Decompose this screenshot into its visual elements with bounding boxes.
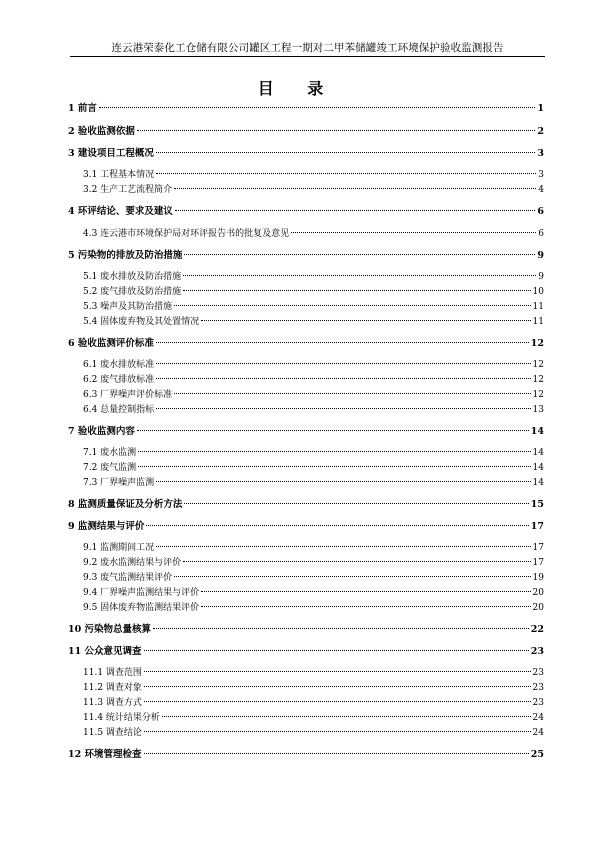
toc-entry-page: 23: [532, 683, 544, 693]
toc-entry-label: 11.3 调查方式: [83, 698, 142, 708]
toc-entry-label: 7.1 废水监测: [83, 448, 137, 458]
toc-entry-label: 6.1 废水排放标准: [83, 360, 155, 370]
toc-entry[interactable]: [83, 316, 544, 328]
toc-leader-dots: [156, 363, 530, 364]
toc-entry[interactable]: [68, 499, 544, 511]
toc-entry-page: 6: [537, 206, 544, 217]
toc-leader-dots: [144, 701, 531, 702]
toc-entry-page: 14: [530, 426, 544, 437]
toc-leader-dots: [183, 290, 530, 291]
toc-entry[interactable]: [68, 148, 544, 160]
toc-leader-dots: [201, 320, 530, 321]
toc-leader-dots: [146, 525, 528, 526]
toc-entry-page: 24: [532, 713, 544, 723]
toc-entry-label: 9.4 厂界噪声监测结果与评价: [83, 588, 200, 598]
toc-entry-page: 11: [532, 317, 544, 327]
toc-entry[interactable]: [83, 727, 544, 739]
toc-leader-dots: [138, 466, 530, 467]
toc-entry-page: 9: [538, 272, 544, 282]
toc-entry-label: 5 污染物的排放及防治措施: [68, 250, 183, 261]
toc-leader-dots: [156, 152, 535, 153]
toc-leader-dots: [174, 305, 530, 306]
toc-entry[interactable]: [83, 359, 544, 371]
toc-leader-dots: [137, 430, 529, 431]
toc-entry-page: 17: [530, 521, 544, 532]
toc-leader-dots: [184, 254, 535, 255]
toc-entry-label: 9.5 固体废弃物监测结果评价: [83, 603, 200, 613]
toc-entry-page: 14: [532, 463, 544, 473]
toc-entry[interactable]: [68, 521, 544, 533]
toc-entry[interactable]: [68, 206, 544, 218]
toc-leader-dots: [153, 628, 529, 629]
toc-leader-dots: [99, 107, 535, 108]
toc-entry[interactable]: [83, 667, 544, 679]
toc-entry-label: 9.2 废水监测结果与评价: [83, 558, 182, 568]
toc-leader-dots: [137, 130, 535, 131]
toc-leader-dots: [156, 342, 529, 343]
toc-leader-dots: [156, 173, 536, 174]
toc-entry-page: 20: [532, 588, 544, 598]
toc-entry[interactable]: [68, 749, 544, 761]
toc-leader-dots: [156, 378, 530, 379]
toc-entry-label: 11.1 调查范围: [83, 668, 142, 678]
toc-entry[interactable]: [83, 462, 544, 474]
toc-entry-page: 3: [538, 170, 544, 180]
toc-entry-page: 9: [537, 250, 544, 261]
toc-entry-page: 17: [532, 558, 544, 568]
toc-leader-dots: [175, 210, 535, 211]
toc-entry-page: 4: [538, 185, 544, 195]
toc-entry[interactable]: [83, 169, 544, 181]
toc-entry[interactable]: [83, 712, 544, 724]
toc-entry-label: 9.3 废气监测结果评价: [83, 573, 173, 583]
toc-entry-page: 22: [530, 624, 544, 635]
toc-entry[interactable]: [83, 682, 544, 694]
toc-leader-dots: [144, 671, 531, 672]
toc-entry-page: 23: [530, 646, 544, 657]
toc-entry[interactable]: [68, 126, 544, 138]
toc-entry[interactable]: [83, 389, 544, 401]
page-title: 目 录: [257, 79, 338, 98]
toc-entry-page: 20: [532, 603, 544, 613]
toc-entry-page: 2: [537, 126, 544, 137]
toc-entry[interactable]: [83, 542, 544, 554]
toc-entry[interactable]: [83, 572, 544, 584]
toc-entry-page: 12: [532, 390, 544, 400]
toc-leader-dots: [156, 546, 530, 547]
toc-entry[interactable]: [83, 447, 544, 459]
toc-entry-label: 6 验收监测评价标准: [68, 338, 154, 349]
toc-entry[interactable]: [68, 250, 544, 262]
toc-entry[interactable]: [68, 338, 544, 350]
toc-entry[interactable]: [83, 286, 544, 298]
toc-entry-label: 4.3 连云港市环境保护局对环评报告书的批复及意见: [83, 229, 290, 239]
toc-entry-label: 7 验收监测内容: [68, 426, 135, 437]
toc-entry[interactable]: [68, 646, 544, 658]
toc-entry-page: 14: [532, 448, 544, 458]
toc-entry[interactable]: [83, 271, 544, 283]
toc-leader-dots: [183, 275, 536, 276]
toc-leader-dots: [138, 451, 530, 452]
toc-leader-dots: [174, 576, 530, 577]
toc-leader-dots: [174, 188, 536, 189]
toc-entry-label: 3.1 工程基本情况: [83, 170, 155, 180]
running-header: 连云港荣泰化工仓储有限公司罐区工程一期对二甲苯储罐竣工环境保护验收监测报告: [111, 42, 504, 54]
toc-entry[interactable]: [83, 184, 544, 196]
toc-entry[interactable]: [83, 557, 544, 569]
toc-entry[interactable]: [83, 587, 544, 599]
toc-entry-page: 12: [532, 360, 544, 370]
toc-entry-page: 13: [532, 405, 544, 415]
toc-entry-page: 1: [537, 103, 544, 114]
toc-entry-page: 12: [530, 338, 544, 349]
toc-entry-label: 9.1 监测期间工况: [83, 543, 155, 553]
toc-entry-label: 10 污染物总量核算: [68, 624, 152, 635]
toc-entry-label: 6.4 总量控制指标: [83, 405, 155, 415]
toc-entry-label: 6.2 废气排放标准: [83, 375, 155, 385]
toc-entry-page: 11: [532, 302, 544, 312]
toc-entry-label: 5.2 废气排放及防治措施: [83, 287, 182, 297]
toc-entry-page: 17: [532, 543, 544, 553]
toc-entry[interactable]: [83, 374, 544, 386]
toc-entry-page: 14: [532, 478, 544, 488]
toc-leader-dots: [291, 232, 536, 233]
toc-entry-page: 23: [532, 668, 544, 678]
toc-leader-dots: [144, 650, 529, 651]
toc-entry[interactable]: [83, 697, 544, 709]
toc-entry-page: 10: [532, 287, 544, 297]
toc-entry[interactable]: [83, 602, 544, 614]
toc-entry-label: 3 建设项目工程概况: [68, 148, 154, 159]
toc-entry[interactable]: [68, 624, 544, 636]
toc-entry-label: 5.1 废水排放及防治措施: [83, 272, 182, 282]
toc-entry-page: 23: [532, 698, 544, 708]
toc-entry-label: 4 环评结论、要求及建议: [68, 206, 173, 217]
toc-entry-page: 24: [532, 728, 544, 738]
toc-entry-label: 11.4 统计结果分析: [83, 713, 160, 723]
toc-leader-dots: [201, 591, 530, 592]
toc-entry-page: 12: [532, 375, 544, 385]
toc-entry-label: 8 监测质量保证及分析方法: [68, 499, 183, 510]
toc-entry-page: 3: [537, 148, 544, 159]
toc-entry[interactable]: [83, 301, 544, 313]
toc-entry-label: 12 环境管理检查: [68, 749, 142, 760]
toc-entry-label: 11.2 调查对象: [83, 683, 142, 693]
toc-entry-label: 5.3 噪声及其防治措施: [83, 302, 173, 312]
toc-entry[interactable]: [83, 477, 544, 489]
toc-leader-dots: [144, 753, 529, 754]
toc-entry[interactable]: [83, 228, 544, 240]
toc-entry-page: 15: [530, 499, 544, 510]
toc-entry-page: 6: [538, 229, 544, 239]
toc-leader-dots: [162, 716, 531, 717]
toc-entry[interactable]: [83, 404, 544, 416]
toc-entry-label: 7.2 废气监测: [83, 463, 137, 473]
toc-entry-label: 2 验收监测依据: [68, 126, 135, 137]
toc-entry-label: 3.2 生产工艺流程简介: [83, 185, 173, 195]
toc-leader-dots: [156, 408, 530, 409]
toc-entry[interactable]: [68, 426, 544, 438]
toc-leader-dots: [144, 731, 531, 732]
toc-entry-label: 11 公众意见调查: [68, 646, 142, 657]
toc-entry-label: 5.4 固体废弃物及其处置情况: [83, 317, 200, 327]
toc-entry-page: 25: [530, 749, 544, 760]
toc-leader-dots: [184, 503, 528, 504]
toc-entry-label: 7.3 厂界噪声监测: [83, 478, 155, 488]
toc-entry[interactable]: [68, 103, 544, 115]
toc-entry-label: 9 监测结果与评价: [68, 521, 145, 532]
toc-leader-dots: [156, 481, 530, 482]
toc-entry-label: 11.5 调查结论: [83, 728, 142, 738]
toc-leader-dots: [201, 606, 530, 607]
toc-leader-dots: [144, 686, 531, 687]
toc-entry-page: 19: [532, 573, 544, 583]
toc-leader-dots: [174, 393, 530, 394]
toc-entry-label: 1 前言: [68, 103, 97, 114]
toc-leader-dots: [183, 561, 530, 562]
toc-entry-label: 6.3 厂界噪声评价标准: [83, 390, 173, 400]
